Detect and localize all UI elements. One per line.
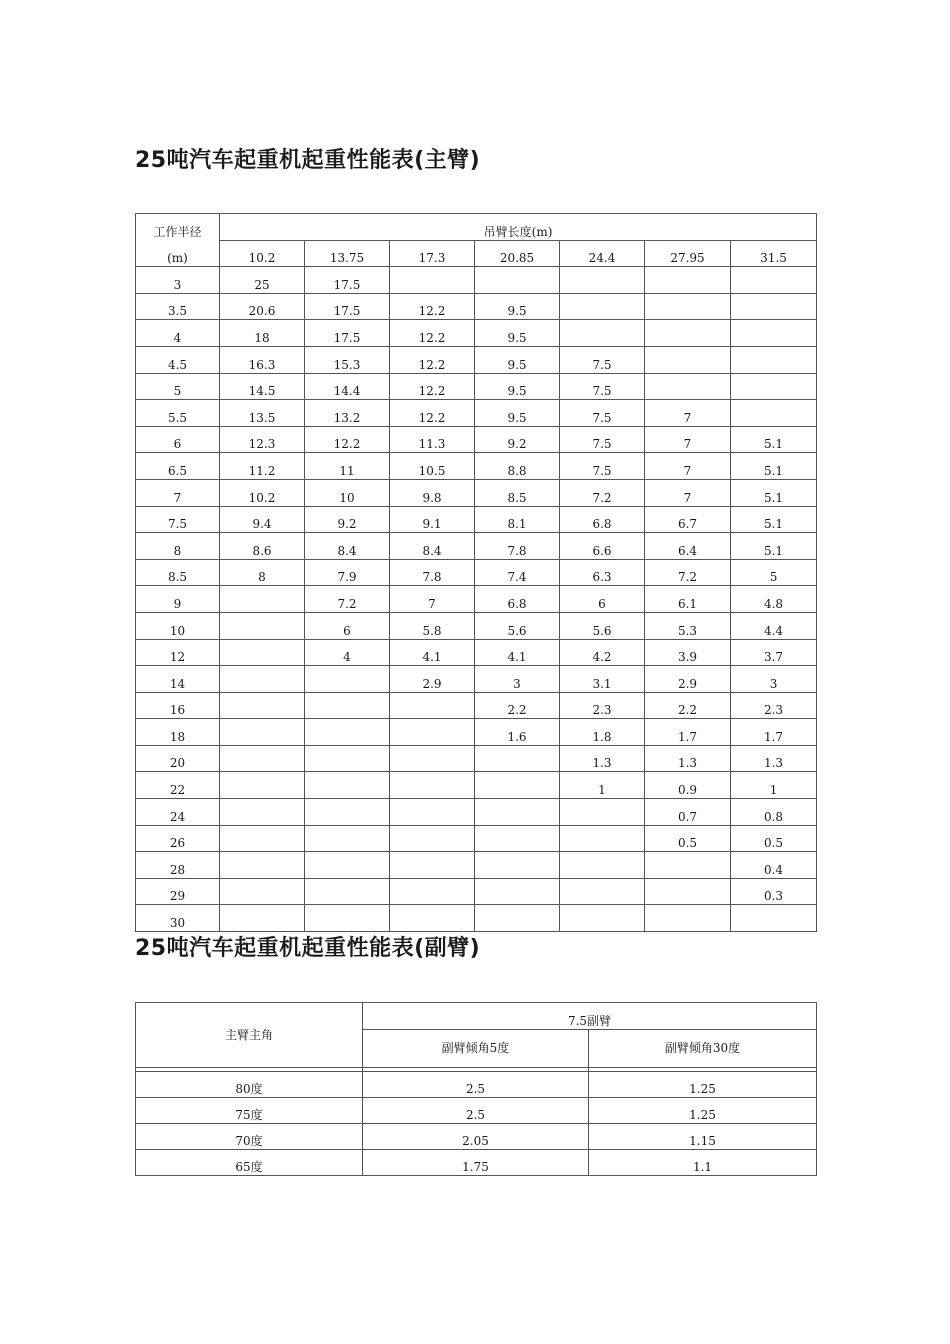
load-capacity-cell: 7	[645, 453, 731, 480]
boom-length-cell: 10.2	[220, 240, 305, 267]
load-capacity-cell	[645, 373, 731, 400]
load-capacity-cell	[220, 612, 305, 639]
table-row	[136, 346, 817, 373]
load-capacity-cell	[305, 905, 390, 932]
load-capacity-cell: 1.7	[731, 719, 817, 746]
load-capacity-cell: 2.2	[475, 692, 560, 719]
load-capacity-cell: 1.3	[645, 745, 731, 772]
table-row	[136, 825, 817, 852]
load-capacity-cell: 8.4	[390, 533, 475, 560]
load-capacity-cell: 0.7	[645, 799, 731, 826]
load-capacity-cell	[731, 905, 817, 932]
load-capacity-cell: 12.3	[220, 426, 305, 453]
load-capacity-cell: 1.3	[560, 745, 645, 772]
load-capacity-cell: 7.5	[560, 400, 645, 427]
load-capacity-cell: 5.1	[731, 453, 817, 480]
table-row	[136, 639, 817, 666]
boom-length-cell: 20.85	[475, 240, 560, 267]
table-row	[136, 559, 817, 586]
load-capacity-cell: 9.2	[475, 426, 560, 453]
jib-capacity-cell: 1.1	[589, 1150, 817, 1176]
boom-angle-cell: 80度	[136, 1072, 363, 1098]
working-radius-cell: 20	[136, 745, 220, 772]
table-row	[136, 692, 817, 719]
jib-capacity-cell: 1.25	[589, 1072, 817, 1098]
table-row	[136, 267, 817, 294]
load-capacity-cell	[220, 852, 305, 879]
load-capacity-cell: 6.6	[560, 533, 645, 560]
load-capacity-cell	[475, 905, 560, 932]
load-capacity-cell	[560, 799, 645, 826]
load-capacity-cell	[305, 852, 390, 879]
load-capacity-cell: 12.2	[390, 346, 475, 373]
load-capacity-cell	[645, 293, 731, 320]
load-capacity-cell: 1.6	[475, 719, 560, 746]
working-radius-cell: 14	[136, 666, 220, 693]
load-capacity-cell: 6.1	[645, 586, 731, 613]
load-capacity-cell: 5.8	[390, 612, 475, 639]
load-capacity-cell: 9.8	[390, 479, 475, 506]
working-radius-cell: 3.5	[136, 293, 220, 320]
load-capacity-cell: 6.4	[645, 533, 731, 560]
load-capacity-cell	[731, 267, 817, 294]
table-row	[136, 373, 817, 400]
table-row	[136, 852, 817, 879]
jib-capacity-cell: 2.05	[363, 1124, 589, 1150]
auxiliary-jib-table-title: 25吨汽车起重机起重性能表(副臂)	[135, 936, 481, 961]
load-capacity-cell: 11.2	[220, 453, 305, 480]
load-capacity-cell: 16.3	[220, 346, 305, 373]
load-capacity-cell: 3.7	[731, 639, 817, 666]
load-capacity-cell: 9.2	[305, 506, 390, 533]
main-header-row-1	[136, 214, 817, 241]
load-capacity-cell	[305, 745, 390, 772]
load-capacity-cell: 7.8	[475, 533, 560, 560]
load-capacity-cell	[390, 692, 475, 719]
working-radius-cell: 6.5	[136, 453, 220, 480]
load-capacity-cell	[305, 719, 390, 746]
working-radius-cell: 6	[136, 426, 220, 453]
working-radius-cell: 3	[136, 267, 220, 294]
load-capacity-cell: 2.3	[731, 692, 817, 719]
load-capacity-cell	[390, 772, 475, 799]
table-row	[136, 506, 817, 533]
load-capacity-cell	[645, 852, 731, 879]
load-capacity-cell: 9.1	[390, 506, 475, 533]
load-capacity-cell: 10.2	[220, 479, 305, 506]
load-capacity-cell: 0.8	[731, 799, 817, 826]
load-capacity-cell	[220, 772, 305, 799]
load-capacity-cell: 1	[560, 772, 645, 799]
load-capacity-cell	[560, 825, 645, 852]
load-capacity-cell: 9.5	[475, 373, 560, 400]
table-row	[136, 719, 817, 746]
load-capacity-cell: 8.8	[475, 453, 560, 480]
load-capacity-cell	[645, 905, 731, 932]
main-header-row-2	[136, 240, 817, 267]
load-capacity-cell: 5.6	[475, 612, 560, 639]
load-capacity-cell	[645, 878, 731, 905]
load-capacity-cell	[305, 692, 390, 719]
load-capacity-cell	[645, 320, 731, 347]
load-capacity-cell: 8.6	[220, 533, 305, 560]
load-capacity-cell	[390, 905, 475, 932]
load-capacity-cell: 7.5	[560, 426, 645, 453]
boom-length-cell: 31.5	[731, 240, 817, 267]
load-capacity-cell	[731, 346, 817, 373]
working-radius-cell: 4	[136, 320, 220, 347]
load-capacity-cell	[560, 878, 645, 905]
table-row	[136, 293, 817, 320]
load-capacity-cell: 7.5	[560, 453, 645, 480]
load-capacity-cell: 8	[220, 559, 305, 586]
load-capacity-cell: 1	[731, 772, 817, 799]
table-row	[136, 666, 817, 693]
table-row	[136, 772, 817, 799]
load-capacity-cell: 1.3	[731, 745, 817, 772]
table-row	[136, 1072, 817, 1098]
load-capacity-cell: 7.4	[475, 559, 560, 586]
load-capacity-cell: 0.9	[645, 772, 731, 799]
load-capacity-cell: 7.2	[305, 586, 390, 613]
load-capacity-cell: 20.6	[220, 293, 305, 320]
load-capacity-cell	[390, 852, 475, 879]
load-capacity-cell: 9.5	[475, 400, 560, 427]
load-capacity-cell	[220, 905, 305, 932]
load-capacity-cell: 4.2	[560, 639, 645, 666]
load-capacity-cell: 0.4	[731, 852, 817, 879]
load-capacity-cell: 2.9	[390, 666, 475, 693]
main-boom-load-table	[135, 213, 817, 932]
load-capacity-cell: 7.2	[645, 559, 731, 586]
load-capacity-cell	[390, 745, 475, 772]
load-capacity-cell	[475, 825, 560, 852]
load-capacity-cell	[220, 878, 305, 905]
load-capacity-cell: 3	[731, 666, 817, 693]
load-capacity-cell	[220, 666, 305, 693]
working-radius-cell: 8.5	[136, 559, 220, 586]
working-radius-cell: 7.5	[136, 506, 220, 533]
load-capacity-cell	[475, 745, 560, 772]
radius-unit-label: (m)	[136, 240, 220, 267]
load-capacity-cell: 3.1	[560, 666, 645, 693]
boom-length-cell: 17.3	[390, 240, 475, 267]
jib-capacity-cell: 1.75	[363, 1150, 589, 1176]
load-capacity-cell: 0.5	[731, 825, 817, 852]
load-capacity-cell	[390, 878, 475, 905]
load-capacity-cell: 4.1	[390, 639, 475, 666]
load-capacity-cell	[220, 586, 305, 613]
load-capacity-cell: 10.5	[390, 453, 475, 480]
load-capacity-cell: 7.5	[560, 373, 645, 400]
jib-tilt-header: 副臂倾角5度	[363, 1030, 589, 1068]
load-capacity-cell	[390, 719, 475, 746]
boom-length-cell: 24.4	[560, 240, 645, 267]
load-capacity-cell	[220, 745, 305, 772]
load-capacity-cell: 17.5	[305, 267, 390, 294]
load-capacity-cell: 13.2	[305, 400, 390, 427]
aux-header-row-1	[136, 1003, 817, 1030]
load-capacity-cell	[560, 905, 645, 932]
jib-length-header: 7.5副臂	[363, 1003, 817, 1030]
load-capacity-cell	[390, 825, 475, 852]
load-capacity-cell: 9.5	[475, 293, 560, 320]
boom-angle-cell: 75度	[136, 1098, 363, 1124]
load-capacity-cell: 4.4	[731, 612, 817, 639]
working-radius-cell: 28	[136, 852, 220, 879]
jib-capacity-cell: 2.5	[363, 1072, 589, 1098]
load-capacity-cell: 7.8	[390, 559, 475, 586]
working-radius-cell: 26	[136, 825, 220, 852]
jib-capacity-cell: 2.5	[363, 1098, 589, 1124]
load-capacity-cell: 6	[560, 586, 645, 613]
working-radius-cell: 5.5	[136, 400, 220, 427]
table-row	[136, 533, 817, 560]
auxiliary-jib-load-table	[135, 1002, 817, 1176]
table-row	[136, 586, 817, 613]
load-capacity-cell: 17.5	[305, 320, 390, 347]
load-capacity-cell: 12.2	[390, 373, 475, 400]
jib-capacity-cell: 1.25	[589, 1098, 817, 1124]
load-capacity-cell	[560, 852, 645, 879]
boom-angle-cell: 70度	[136, 1124, 363, 1150]
table-row	[136, 1098, 817, 1124]
load-capacity-cell: 7	[645, 479, 731, 506]
load-capacity-cell: 11	[305, 453, 390, 480]
load-capacity-cell	[645, 267, 731, 294]
working-radius-cell: 12	[136, 639, 220, 666]
load-capacity-cell	[390, 799, 475, 826]
table-row	[136, 799, 817, 826]
load-capacity-cell	[220, 825, 305, 852]
table-row	[136, 426, 817, 453]
load-capacity-cell: 12.2	[390, 293, 475, 320]
load-capacity-cell: 5.1	[731, 426, 817, 453]
working-radius-cell: 8	[136, 533, 220, 560]
jib-tilt-header: 副臂倾角30度	[589, 1030, 817, 1068]
load-capacity-cell	[305, 799, 390, 826]
load-capacity-cell	[220, 799, 305, 826]
working-radius-cell: 22	[136, 772, 220, 799]
load-capacity-cell: 6.8	[475, 586, 560, 613]
main-boom-table-title: 25吨汽车起重机起重性能表(主臂)	[135, 148, 481, 173]
load-capacity-cell: 8.4	[305, 533, 390, 560]
working-radius-cell: 7	[136, 479, 220, 506]
load-capacity-cell	[305, 825, 390, 852]
boom-angle-cell: 65度	[136, 1150, 363, 1176]
working-radius-cell: 24	[136, 799, 220, 826]
load-capacity-cell: 0.3	[731, 878, 817, 905]
load-capacity-cell	[475, 852, 560, 879]
load-capacity-cell	[560, 267, 645, 294]
load-capacity-cell: 17.5	[305, 293, 390, 320]
load-capacity-cell: 1.7	[645, 719, 731, 746]
load-capacity-cell	[475, 772, 560, 799]
load-capacity-cell: 5.1	[731, 533, 817, 560]
load-capacity-cell	[305, 666, 390, 693]
load-capacity-cell	[731, 320, 817, 347]
load-capacity-cell: 9.4	[220, 506, 305, 533]
load-capacity-cell	[560, 320, 645, 347]
load-capacity-cell	[560, 293, 645, 320]
load-capacity-cell: 18	[220, 320, 305, 347]
load-capacity-cell	[475, 267, 560, 294]
load-capacity-cell: 8.1	[475, 506, 560, 533]
load-capacity-cell: 14.5	[220, 373, 305, 400]
load-capacity-cell: 4.8	[731, 586, 817, 613]
load-capacity-cell: 4.1	[475, 639, 560, 666]
load-capacity-cell: 5	[731, 559, 817, 586]
boom-length-header: 吊臂长度(m)	[220, 214, 817, 241]
table-row	[136, 453, 817, 480]
jib-capacity-cell: 1.15	[589, 1124, 817, 1150]
table-row	[136, 320, 817, 347]
load-capacity-cell	[305, 878, 390, 905]
load-capacity-cell: 6.8	[560, 506, 645, 533]
load-capacity-cell: 6.3	[560, 559, 645, 586]
load-capacity-cell: 5.1	[731, 506, 817, 533]
load-capacity-cell: 5.6	[560, 612, 645, 639]
load-capacity-cell: 4	[305, 639, 390, 666]
load-capacity-cell: 3	[475, 666, 560, 693]
load-capacity-cell: 2.9	[645, 666, 731, 693]
load-capacity-cell: 7.2	[560, 479, 645, 506]
radius-header-label: 工作半径	[136, 214, 220, 241]
working-radius-cell: 29	[136, 878, 220, 905]
load-capacity-cell	[645, 346, 731, 373]
table-row	[136, 400, 817, 427]
load-capacity-cell: 15.3	[305, 346, 390, 373]
working-radius-cell: 18	[136, 719, 220, 746]
load-capacity-cell: 2.3	[560, 692, 645, 719]
load-capacity-cell: 3.9	[645, 639, 731, 666]
load-capacity-cell	[305, 772, 390, 799]
load-capacity-cell: 9.5	[475, 320, 560, 347]
main-boom-angle-header: 主臂主角	[136, 1003, 363, 1068]
load-capacity-cell: 9.5	[475, 346, 560, 373]
boom-length-cell: 27.95	[645, 240, 731, 267]
load-capacity-cell: 12.2	[305, 426, 390, 453]
load-capacity-cell: 13.5	[220, 400, 305, 427]
load-capacity-cell	[390, 267, 475, 294]
load-capacity-cell: 12.2	[390, 400, 475, 427]
load-capacity-cell: 7.9	[305, 559, 390, 586]
load-capacity-cell: 5.1	[731, 479, 817, 506]
load-capacity-cell: 2.2	[645, 692, 731, 719]
load-capacity-cell	[220, 639, 305, 666]
table-row	[136, 479, 817, 506]
load-capacity-cell: 7.5	[560, 346, 645, 373]
working-radius-cell: 16	[136, 692, 220, 719]
table-row	[136, 612, 817, 639]
load-capacity-cell: 7	[390, 586, 475, 613]
working-radius-cell: 9	[136, 586, 220, 613]
load-capacity-cell	[220, 719, 305, 746]
working-radius-cell: 4.5	[136, 346, 220, 373]
load-capacity-cell	[475, 878, 560, 905]
load-capacity-cell: 12.2	[390, 320, 475, 347]
working-radius-cell: 30	[136, 905, 220, 932]
working-radius-cell: 5	[136, 373, 220, 400]
load-capacity-cell	[475, 799, 560, 826]
load-capacity-cell: 6	[305, 612, 390, 639]
load-capacity-cell: 10	[305, 479, 390, 506]
load-capacity-cell: 1.8	[560, 719, 645, 746]
load-capacity-cell: 8.5	[475, 479, 560, 506]
load-capacity-cell	[731, 293, 817, 320]
load-capacity-cell: 0.5	[645, 825, 731, 852]
load-capacity-cell: 25	[220, 267, 305, 294]
load-capacity-cell: 5.3	[645, 612, 731, 639]
load-capacity-cell: 14.4	[305, 373, 390, 400]
load-capacity-cell: 7	[645, 400, 731, 427]
table-row	[136, 1124, 817, 1150]
table-row	[136, 878, 817, 905]
table-row	[136, 905, 817, 932]
load-capacity-cell: 11.3	[390, 426, 475, 453]
table-row	[136, 1150, 817, 1176]
load-capacity-cell	[220, 692, 305, 719]
working-radius-cell: 10	[136, 612, 220, 639]
load-capacity-cell	[731, 373, 817, 400]
load-capacity-cell	[731, 400, 817, 427]
load-capacity-cell: 7	[645, 426, 731, 453]
load-capacity-cell: 6.7	[645, 506, 731, 533]
table-row	[136, 745, 817, 772]
boom-length-cell: 13.75	[305, 240, 390, 267]
